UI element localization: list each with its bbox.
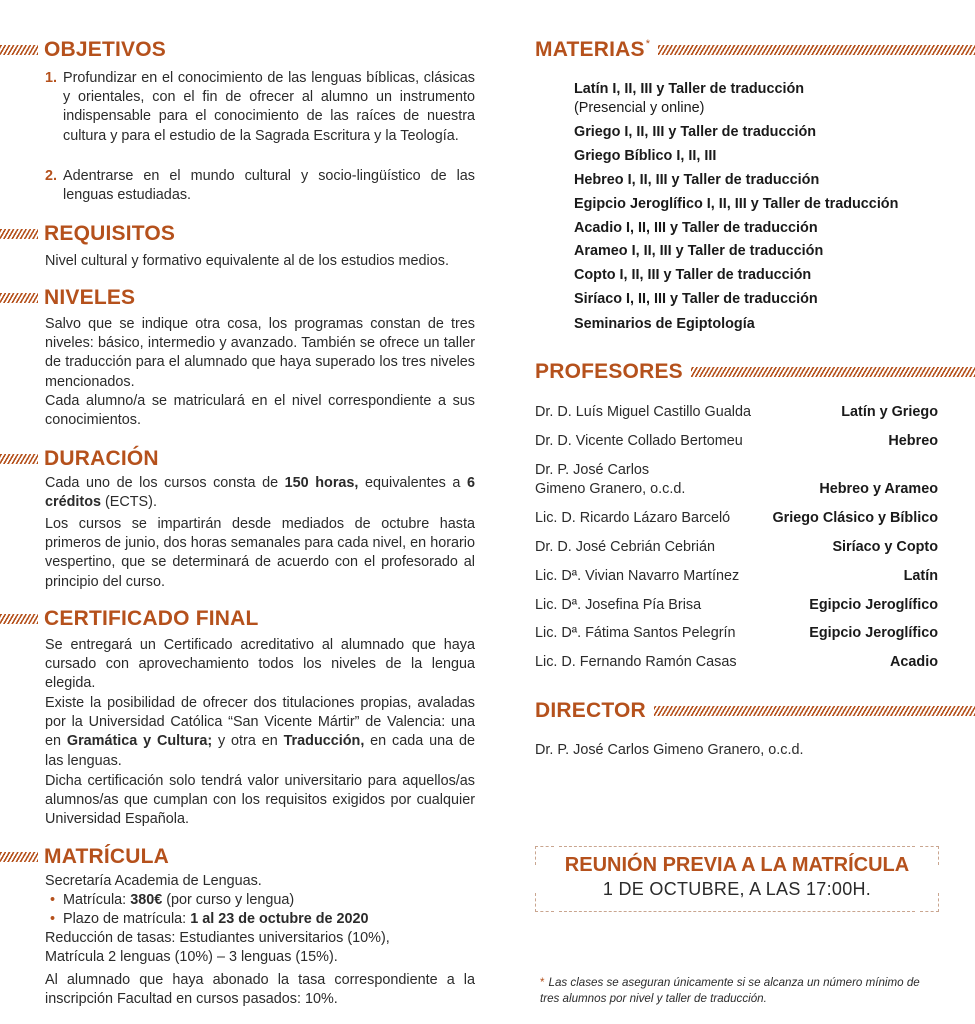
footnote-text: Las clases se aseguran únicamente si se alcanza un número mínimo de tres alumnos por nivel y taller de traducción. [540, 976, 920, 1005]
matricula-bullet-price [50, 891, 295, 910]
bullet-icon: • [50, 911, 56, 927]
profesor-subject: Egipcio Jeroglífico [809, 597, 938, 613]
materia-item: Latín I, II, III y Taller de traducción [574, 81, 805, 97]
section-heading-niveles [0, 286, 135, 310]
materia-item: Seminarios de Egiptología [574, 316, 755, 332]
section-heading-director [535, 699, 975, 723]
text-run: (por curso y lengua) [162, 892, 295, 908]
objetivo-number: 2. [45, 168, 58, 184]
profesor-name: Lic. Dª. Josefina Pía Brisa [535, 597, 702, 613]
requisitos-text: Nivel cultural y formativo equivalente al de los estudios medios. [45, 253, 449, 269]
profesores-title: PROFESORES [535, 360, 683, 383]
section-heading-profesores [535, 360, 975, 384]
materia-item: Arameo I, II, III y Taller de traducción [574, 243, 824, 259]
reunion-box [535, 846, 939, 912]
director-name: Dr. P. José Carlos Gimeno Granero, o.c.d. [535, 742, 804, 758]
materia-item: Copto I, II, III y Taller de traducción [574, 267, 812, 283]
text-run: Cada uno de los cursos consta de [45, 475, 285, 491]
matricula-title: MATRÍCULA [44, 845, 170, 868]
certificado-title: CERTIFICADO FINAL [44, 607, 259, 630]
profesor-name-cont: Gimeno Granero, o.c.d. [535, 481, 686, 497]
duracion-paragraph-1 [45, 474, 475, 512]
materias-title: MATERIAS [535, 38, 645, 61]
niveles-title: NIVELES [44, 286, 136, 309]
box-border-bottom [559, 911, 915, 912]
niveles-paragraph-2: Cada alumno/a se matriculará en el nivel correspondiente a sus conocimientos. [45, 393, 475, 429]
profesor-subject: Siríaco y Copto [832, 539, 938, 555]
objetivo-item-2 [45, 167, 475, 205]
section-heading-matricula [0, 845, 169, 869]
section-heading-materias [535, 38, 975, 62]
credits-emphasis: 6 créditos [45, 475, 475, 511]
text-run: equivalentes a [358, 475, 467, 491]
objetivo-text: Adentrarse en el mundo cultural y socio-lingüístico de las lenguas estudiadas. [63, 168, 475, 204]
profesor-name: Dr. P. José Carlos [535, 462, 650, 478]
matricula-line: Secretaría Academia de Lenguas. [45, 873, 262, 889]
reunion-date: 1 DE OCTUBRE, A LAS 17:00H. [602, 879, 872, 899]
hatch-decoration [0, 614, 38, 624]
title-emphasis: Gramática y Cultura; [66, 733, 213, 750]
objetivos-title: OBJETIVOS [44, 38, 166, 61]
text-run: Plazo de matrícula: [63, 911, 191, 927]
materias-asterisk: * [645, 38, 651, 50]
hatch-decoration [0, 852, 38, 862]
text-run: y otra en [212, 733, 284, 750]
profesor-subject: Griego Clásico y Bíblico [772, 510, 938, 526]
hatch-decoration [0, 454, 38, 464]
profesor-name: Lic. Dª. Fátima Santos Pelegrín [535, 625, 736, 641]
hatch-decoration [654, 706, 975, 716]
profesor-name: Dr. D. Luís Miguel Castillo Gualda [535, 404, 751, 420]
materia-item: Egipcio Jeroglífico I, II, III y Taller de traducción [574, 196, 899, 212]
requisitos-title: REQUISITOS [44, 222, 176, 245]
matricula-reduccion-2: Matrícula 2 lenguas (10%) – 3 lenguas (15%). [45, 949, 338, 965]
matricula-reduccion-1: Reducción de tasas: Estudiantes universitarios (10%), [45, 930, 390, 946]
certificado-paragraph-2 [45, 694, 475, 771]
materia-note: (Presencial y online) [574, 100, 705, 116]
text-run: Matrícula: [63, 892, 131, 908]
duracion-paragraph-2: Los cursos se impartirán desde mediados de octubre hasta primeros de junio, dos horas semanales para cada nivel, en horario vespertino, que se determinará de acuerdo con el profesorado al principio del curso. [45, 516, 475, 590]
certificado-paragraph-1: Se entregará un Certificado acreditativo al alumnado que haya cursado con aprovechamiento todos los niveles de la lengua elegida. [45, 637, 475, 692]
objetivo-item-1 [45, 69, 475, 146]
hatch-decoration [658, 45, 975, 55]
hatch-decoration [0, 293, 38, 303]
title-emphasis: Traducción, [283, 733, 365, 750]
objetivo-text: Profundizar en el conocimiento de las lenguas bíblicas, clásicas y orientales, con el fin de ofrecer al alumno un instrumento indispensable para el conocimiento de las raíces de nuestra cultura y para el estudio de la Sagrada Escritura y la Teología. [63, 70, 475, 144]
section-heading-requisitos [0, 222, 175, 246]
section-heading-duracion [0, 447, 159, 471]
profesor-subject: Hebreo y Arameo [819, 481, 938, 497]
materia-item: Siríaco I, II, III y Taller de traducción [574, 291, 818, 307]
profesor-name: Dr. D. José Cebrián Cebrián [535, 539, 715, 555]
materia-item: Griego Bíblico I, II, III [574, 148, 717, 164]
footnote [540, 975, 940, 1007]
objetivo-number: 1. [45, 70, 58, 86]
text-run: (ECTS). [100, 494, 157, 511]
box-border-top [559, 846, 915, 847]
matricula-bullet-plazo [50, 910, 369, 929]
text-run: Existe la posibilidad de ofrecer dos titulaciones propias, avaladas por la Universidad Católica “San Vicente Mártir” de Valencia: una en [45, 695, 475, 750]
hatch-decoration [0, 45, 38, 55]
profesor-subject: Acadio [890, 654, 938, 670]
profesor-subject: Egipcio Jeroglífico [809, 625, 938, 641]
text-run: en cada una de las lenguas. [45, 733, 475, 769]
profesor-name: Lic. D. Fernando Ramón Casas [535, 654, 737, 670]
profesor-subject: Latín [903, 568, 938, 584]
materia-item: Hebreo I, II, III y Taller de traducción [574, 172, 820, 188]
hatch-decoration [0, 229, 38, 239]
materia-item: Griego I, II, III y Taller de traducción [574, 124, 817, 140]
dates-emphasis: 1 al 23 de octubre de 2020 [190, 911, 369, 927]
hours-emphasis: 150 horas, [284, 475, 359, 491]
duracion-title: DURACIÓN [44, 447, 159, 470]
section-heading-certificado [0, 607, 259, 631]
price-emphasis: 380€ [130, 892, 163, 908]
profesor-subject: Hebreo [888, 433, 938, 449]
section-heading-objetivos [0, 38, 166, 62]
profesor-name: Lic. Dª. Vivian Navarro Martínez [535, 568, 740, 584]
director-title: DIRECTOR [535, 699, 646, 722]
materia-item: Acadio I, II, III y Taller de traducción [574, 220, 818, 236]
profesor-name: Dr. D. Vicente Collado Bertomeu [535, 433, 743, 449]
matricula-paragraph-last: Al alumnado que haya abonado la tasa correspondiente a la inscripción Facultad en cursos pasados: 10%. [45, 972, 475, 1008]
bullet-icon: • [50, 892, 56, 908]
certificado-paragraph-3: Dicha certificación solo tendrá valor universitario para aquellos/as alumnos/as que cumplan con los requisitos exigidos por cualquier Universidad Española. [45, 773, 475, 828]
reunion-title: REUNIÓN PREVIA A LA MATRÍCULA [564, 854, 910, 876]
profesor-subject: Latín y Griego [841, 404, 938, 420]
footnote-asterisk: * [540, 976, 545, 989]
hatch-decoration [691, 367, 975, 377]
profesor-name: Lic. D. Ricardo Lázaro Barceló [535, 510, 731, 526]
niveles-paragraph-1: Salvo que se indique otra cosa, los programas constan de tres niveles: básico, intermedio y avanzado. También se ofrece un taller de traducción para el alumnado que haya superado los tres niveles mencionados. [45, 316, 475, 390]
